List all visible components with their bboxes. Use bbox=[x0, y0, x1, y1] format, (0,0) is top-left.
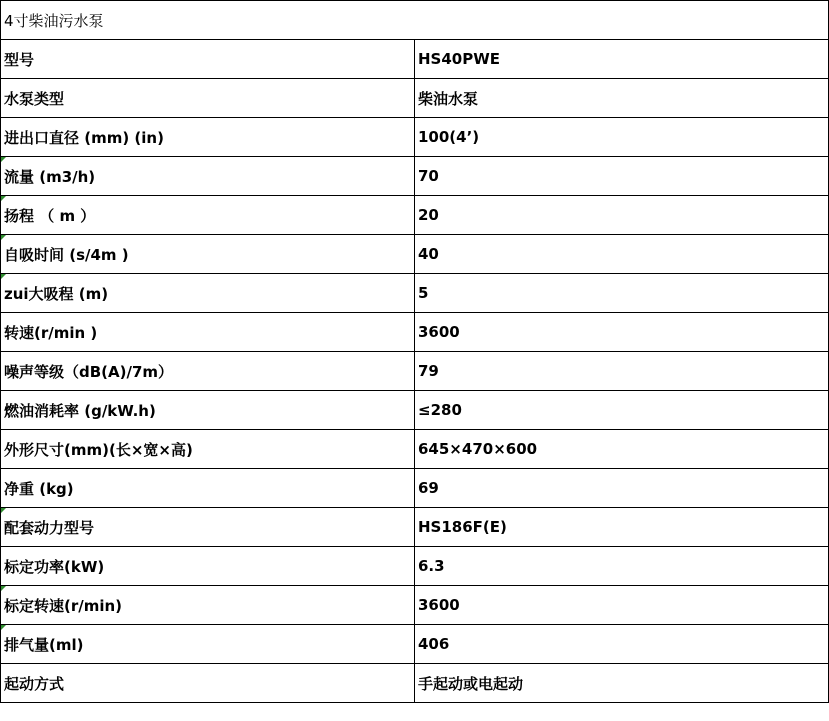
param-label-displacement bbox=[1, 625, 415, 664]
param-label-text: 自吸时间 (s/4m ) bbox=[4, 245, 129, 264]
comment-marker bbox=[1, 274, 6, 279]
param-label-text: 流量 (m3/h) bbox=[4, 167, 96, 186]
table-row bbox=[1, 469, 829, 508]
param-label-text: zui大吸程 (m) bbox=[4, 284, 109, 303]
param-value-rated-power: 6.3 bbox=[415, 547, 829, 586]
param-value-displacement: 406 bbox=[415, 625, 829, 664]
param-value-engine-model: HS186F(E) bbox=[415, 508, 829, 547]
param-label-text: 排气量(ml) bbox=[4, 635, 84, 654]
param-label-fuel-consumption: 燃油消耗率 (g/kW.h) bbox=[1, 391, 415, 430]
table-row bbox=[1, 352, 829, 391]
table-row bbox=[1, 586, 829, 625]
table-row bbox=[1, 547, 829, 586]
table-row bbox=[1, 508, 829, 547]
param-label-start-method: 起动方式 bbox=[1, 664, 415, 703]
table-row bbox=[1, 430, 829, 469]
table-row bbox=[1, 40, 829, 79]
param-label-flow bbox=[1, 157, 415, 196]
param-value-rated-speed: 3600 bbox=[415, 586, 829, 625]
param-label-speed: 转速(r/min ) bbox=[1, 313, 415, 352]
table-title: 4寸柴油污水泵 bbox=[1, 1, 829, 40]
param-label-suction-lift bbox=[1, 274, 415, 313]
table-row bbox=[1, 118, 829, 157]
param-label-rated-power: 标定功率(kW) bbox=[1, 547, 415, 586]
comment-marker bbox=[1, 196, 6, 201]
comment-marker bbox=[1, 235, 6, 240]
table-row bbox=[1, 157, 829, 196]
comment-marker bbox=[1, 625, 6, 630]
param-label-head bbox=[1, 196, 415, 235]
param-value-fuel-consumption: ≤280 bbox=[415, 391, 829, 430]
comment-marker bbox=[1, 586, 6, 591]
table-row bbox=[1, 196, 829, 235]
table-title-row bbox=[1, 1, 829, 40]
param-value-diameter: 100(4’) bbox=[415, 118, 829, 157]
table-row bbox=[1, 235, 829, 274]
param-value-noise: 79 bbox=[415, 352, 829, 391]
param-label-diameter: 进出口直径 (mm) (in) bbox=[1, 118, 415, 157]
param-value-net-weight: 69 bbox=[415, 469, 829, 508]
param-value-self-priming: 40 bbox=[415, 235, 829, 274]
param-label-rated-speed bbox=[1, 586, 415, 625]
param-value-speed: 3600 bbox=[415, 313, 829, 352]
table-row bbox=[1, 391, 829, 430]
param-value-start-method: 手起动或电起动 bbox=[415, 664, 829, 703]
table-row bbox=[1, 274, 829, 313]
table-row bbox=[1, 664, 829, 703]
param-value-dimensions: 645×470×600 bbox=[415, 430, 829, 469]
table-row bbox=[1, 625, 829, 664]
param-label-dimensions: 外形尺寸(mm)(长×宽×高) bbox=[1, 430, 415, 469]
table-row bbox=[1, 79, 829, 118]
param-value-model: HS40PWE bbox=[415, 40, 829, 79]
param-label-self-priming bbox=[1, 235, 415, 274]
param-label-text: 扬程 （ m ） bbox=[4, 206, 96, 225]
param-value-suction-lift: 5 bbox=[415, 274, 829, 313]
param-label-pump-type: 水泵类型 bbox=[1, 79, 415, 118]
param-label-model: 型号 bbox=[1, 40, 415, 79]
table-row bbox=[1, 313, 829, 352]
param-value-head: 20 bbox=[415, 196, 829, 235]
comment-marker bbox=[1, 508, 6, 513]
param-label-engine-model bbox=[1, 508, 415, 547]
param-value-flow: 70 bbox=[415, 157, 829, 196]
comment-marker bbox=[1, 157, 6, 162]
param-label-text: 配套动力型号 bbox=[4, 518, 95, 537]
param-label-net-weight: 净重 (kg) bbox=[1, 469, 415, 508]
param-label-noise: 噪声等级（dB(A)/7m） bbox=[1, 352, 415, 391]
param-label-text: 标定转速(r/min) bbox=[4, 596, 123, 615]
param-value-pump-type: 柴油水泵 bbox=[415, 79, 829, 118]
